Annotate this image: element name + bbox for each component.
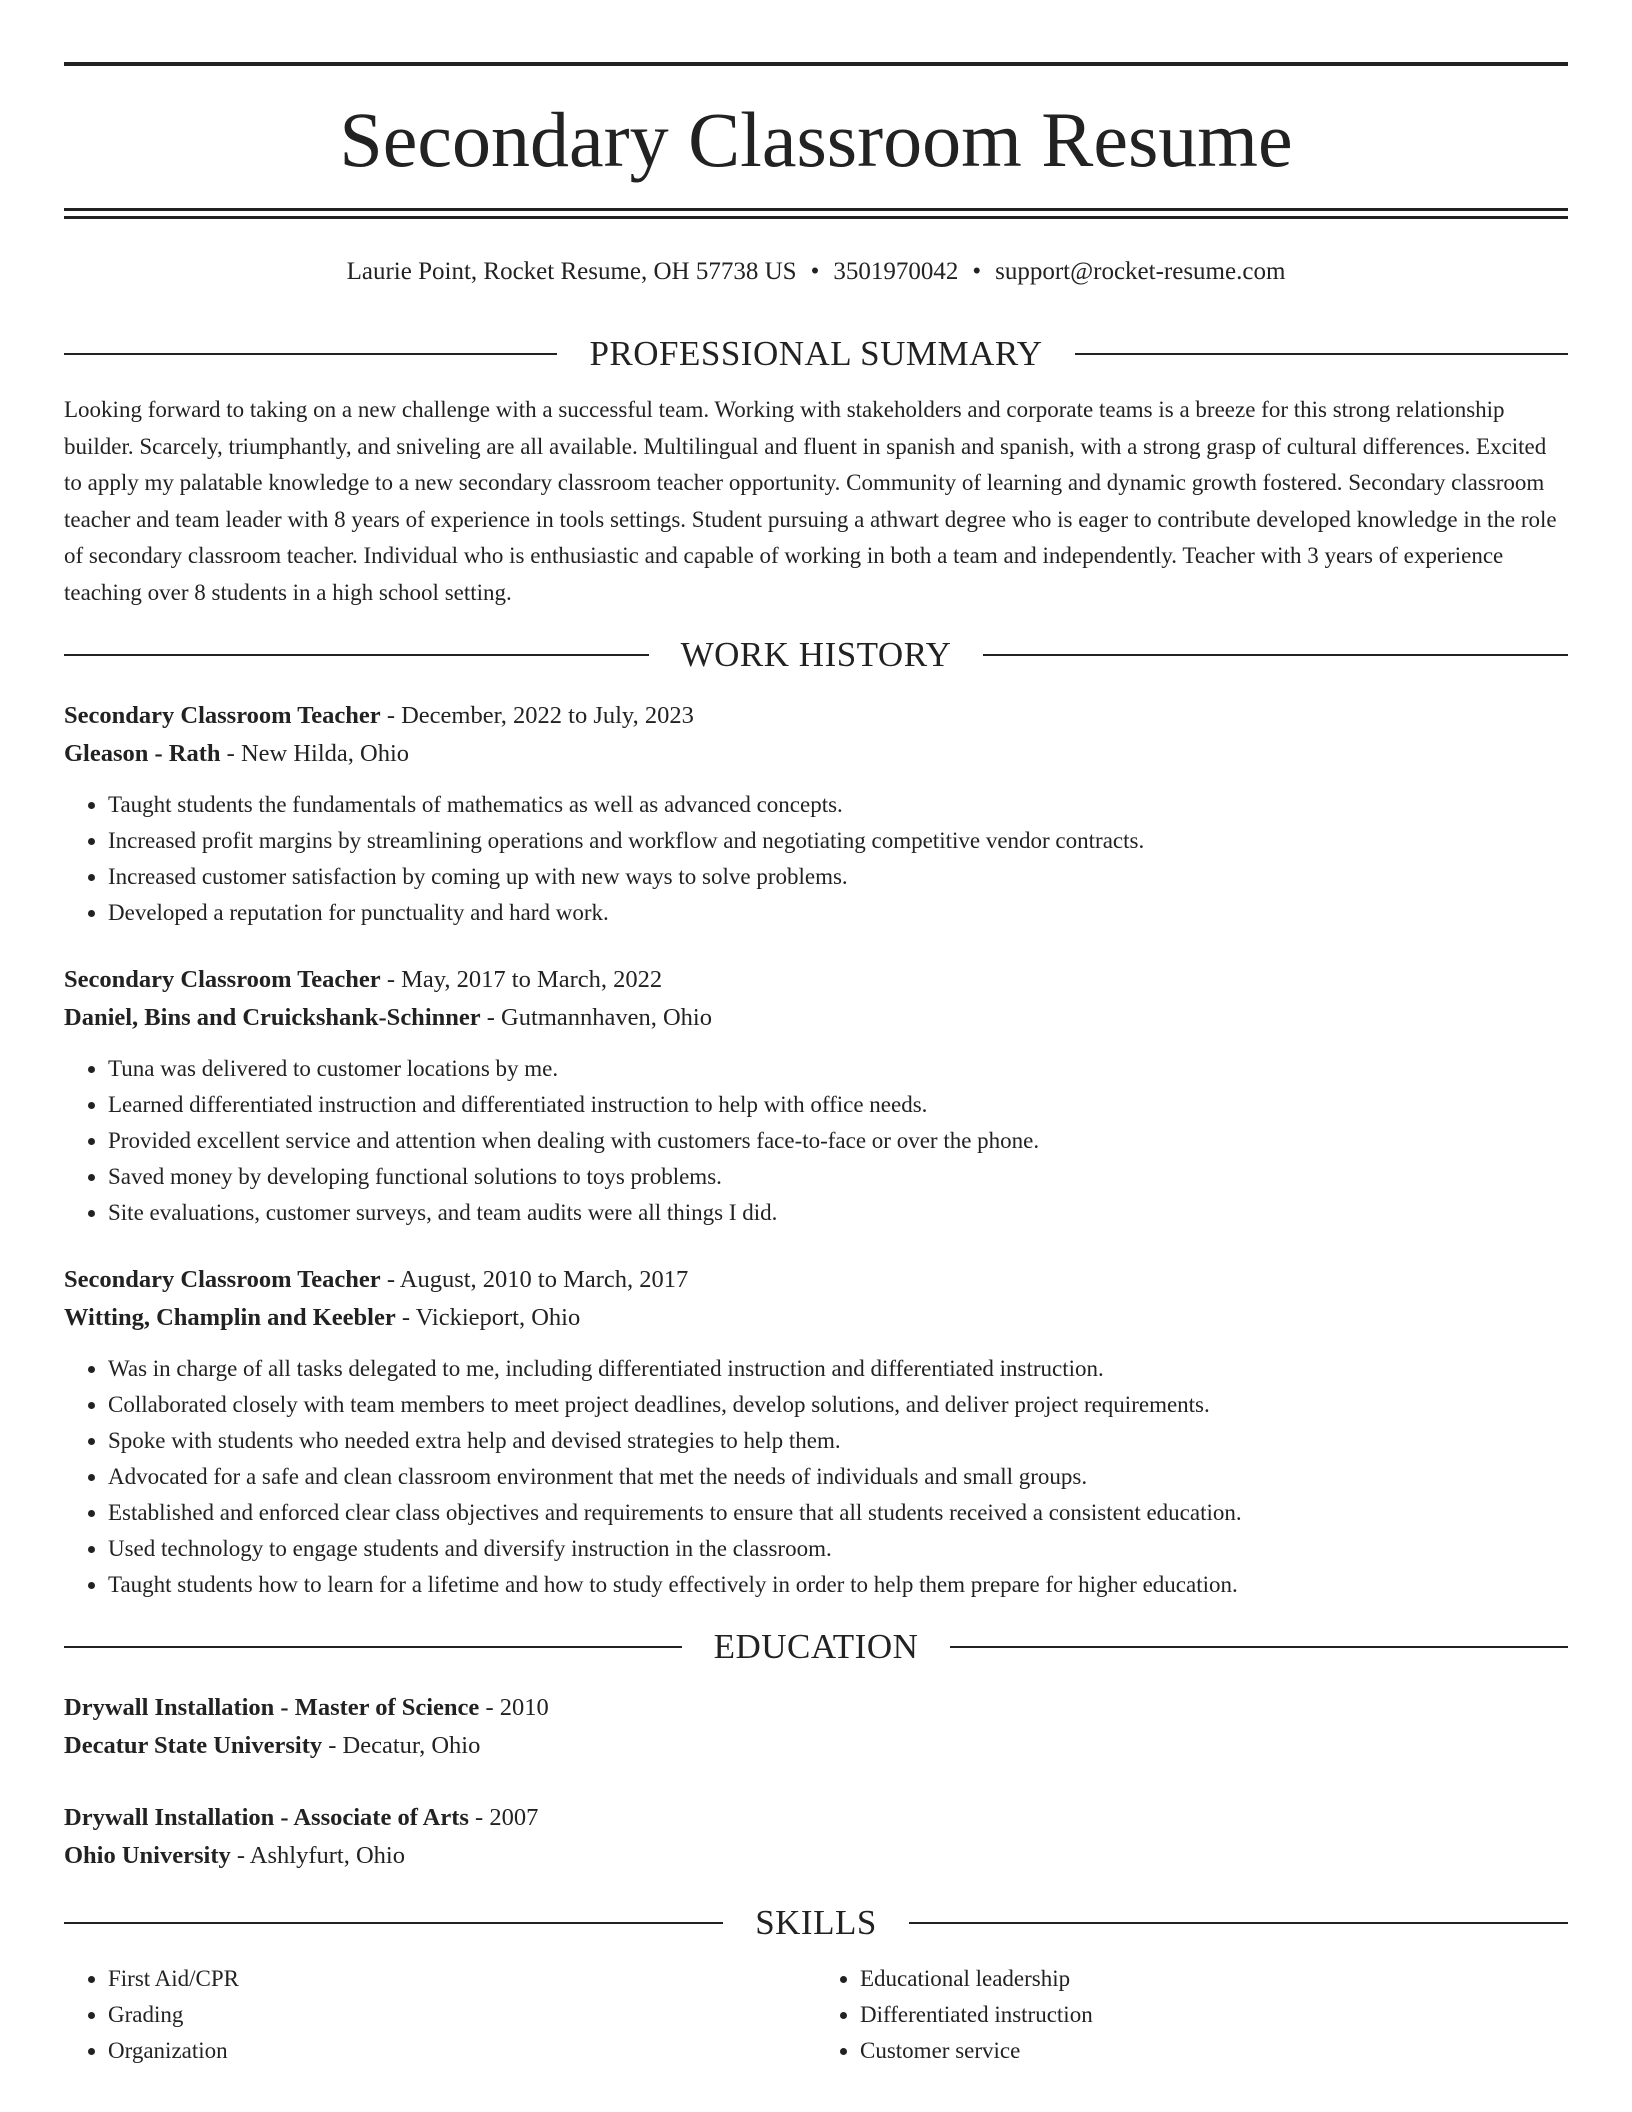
education-school-line <box>64 1837 1568 1875</box>
list-item: • Developed a reputation for punctuality and hard work. <box>108 895 1568 931</box>
education-degree-line <box>64 1689 1568 1727</box>
spacer <box>64 1603 1568 1619</box>
job-title-line <box>64 961 1568 999</box>
list-item: • Collaborated closely with team members to meet project deadlines, develop solutions, and deliver project requirements. <box>108 1387 1568 1423</box>
list-item: • Tuna was delivered to customer locations by me. <box>108 1051 1568 1087</box>
job-title: Secondary Classroom Teacher <box>64 966 381 993</box>
section-heading-skills <box>64 1895 1568 1951</box>
skill-item: • Customer service <box>860 2033 1568 2069</box>
job-title-line <box>64 697 1568 735</box>
education-location: - Decatur, Ohio <box>322 1732 481 1759</box>
education-degree-line <box>64 1799 1568 1837</box>
contact-separator: • <box>972 258 982 285</box>
education-degree: Drywall Installation - Associate of Arts <box>64 1804 469 1831</box>
contact-email: support@rocket-resume.com <box>995 258 1286 285</box>
divider <box>64 654 649 656</box>
divider <box>64 1646 682 1648</box>
section-title: WORK HISTORY <box>680 635 952 674</box>
header-rule-bottom <box>64 208 1568 211</box>
skill-item: • Organization <box>108 2033 816 2069</box>
skill-item: • Educational leadership <box>860 1961 1568 1997</box>
education-degree: Drywall Installation - Master of Science <box>64 1694 480 1721</box>
skill-item: • First Aid/CPR <box>108 1961 816 1997</box>
divider <box>983 654 1568 656</box>
summary-text: Looking forward to taking on a new challenge with a successful team. Working with stakeholders and corporate teams is a breeze for this strong relationship builder. Scarcely, triumphantly, and sniveling are all available. Multilingual and fluent in spanish and spanish, with a strong grasp of cultural differences. Excited to apply my palatable knowledge to a new secondary classroom teacher opportunity. Community of learning and dynamic growth fostered. Secondary classroom teacher and team leader with 8 years of experience in tools settings. Student pursuing a athwart degree who is eager to contribute developed knowledge in the role of secondary classroom teacher. Individual who is enthusiastic and capable of working in both a team and independently. Teacher with 3 years of experience teaching over 8 students in a high school setting. <box>64 397 1557 605</box>
list-item: • Site evaluations, customer surveys, and team audits were all things I did. <box>108 1195 1568 1231</box>
list-item: • Taught students the fundamentals of mathematics as well as advanced concepts. <box>108 787 1568 823</box>
job-company-line <box>64 735 1568 773</box>
job-duties <box>64 787 1568 931</box>
list-item: • Was in charge of all tasks delegated to me, including differentiated instruction and differentiated instruction. <box>108 1351 1568 1387</box>
job-dates: - December, 2022 to July, 2023 <box>380 702 694 729</box>
contact-phone: 3501970042 <box>833 258 959 285</box>
list-item: • Learned differentiated instruction and differentiated instruction to help with office needs. <box>108 1087 1568 1123</box>
header-rule-bottom-double <box>64 216 1568 219</box>
contact-address: Laurie Point, Rocket Resume, OH 57738 US <box>346 258 797 285</box>
divider <box>1075 353 1568 355</box>
spacer <box>64 1875 1568 1895</box>
job-duties <box>64 1051 1568 1231</box>
list-item: • Provided excellent service and attention when dealing with customers face-to-face or over the phone. <box>108 1123 1568 1159</box>
job-entry <box>64 961 1568 1231</box>
list-item: • Used technology to engage students and diversify instruction in the classroom. <box>108 1531 1568 1567</box>
education-entry <box>64 1689 1568 1765</box>
job-company: Daniel, Bins and Cruickshank-Schinner <box>64 1004 481 1031</box>
skill-item: • Grading <box>108 1997 816 2033</box>
list-item: • Increased profit margins by streamlining operations and workflow and negotiating competitive vendor contracts. <box>108 823 1568 859</box>
skill-item: • Differentiated instruction <box>860 1997 1568 2033</box>
job-title-line <box>64 1261 1568 1299</box>
contact-separator: • <box>810 258 820 285</box>
education-school: Ohio University <box>64 1842 231 1869</box>
list-item: • Established and enforced clear class objectives and requirements to ensure that all students received a consistent education. <box>108 1495 1568 1531</box>
section-title: SKILLS <box>755 1903 877 1942</box>
list-item: • Spoke with students who needed extra help and devised strategies to help them. <box>108 1423 1568 1459</box>
job-location: - New Hilda, Ohio <box>220 740 410 767</box>
list-item: • Saved money by developing functional solutions to toys problems. <box>108 1159 1568 1195</box>
job-company: Witting, Champlin and Keebler <box>64 1304 396 1331</box>
education-school-line <box>64 1727 1568 1765</box>
job-location: - Gutmannhaven, Ohio <box>480 1004 712 1031</box>
resume-content <box>64 326 1568 2069</box>
section-title: EDUCATION <box>713 1627 919 1666</box>
section-heading-work <box>64 627 1568 683</box>
skills-list <box>64 1961 1568 2069</box>
contact-line <box>64 254 1568 290</box>
education-school: Decatur State University <box>64 1732 323 1759</box>
education-entry <box>64 1799 1568 1875</box>
section-heading-education <box>64 1619 1568 1675</box>
skills-column-right <box>816 1961 1568 2069</box>
divider <box>64 1922 723 1924</box>
list-item: • Advocated for a safe and clean classroom environment that met the needs of individuals and small groups. <box>108 1459 1568 1495</box>
job-dates: - August, 2010 to March, 2017 <box>380 1266 689 1293</box>
divider <box>950 1646 1568 1648</box>
education-year: - 2007 <box>468 1804 539 1831</box>
job-entry <box>64 1261 1568 1603</box>
job-company: Gleason - Rath <box>64 740 221 767</box>
job-dates: - May, 2017 to March, 2022 <box>380 966 663 993</box>
education-year: - 2010 <box>479 1694 549 1721</box>
job-title: Secondary Classroom Teacher <box>64 1266 381 1293</box>
list-item: • Increased customer satisfaction by coming up with new ways to solve problems. <box>108 859 1568 895</box>
divider <box>909 1922 1568 1924</box>
divider <box>64 353 557 355</box>
section-title: PROFESSIONAL SUMMARY <box>589 334 1043 373</box>
job-company-line <box>64 1299 1568 1337</box>
job-entry <box>64 697 1568 931</box>
skills-column-left <box>64 1961 816 2069</box>
job-duties <box>64 1351 1568 1603</box>
job-title: Secondary Classroom Teacher <box>64 702 381 729</box>
list-item: • Taught students how to learn for a lifetime and how to study effectively in order to help them prepare for higher education. <box>108 1567 1568 1603</box>
job-company-line <box>64 999 1568 1037</box>
section-heading-summary <box>64 326 1568 382</box>
resume-title: Secondary Classroom Resume <box>339 96 1293 183</box>
education-location: - Ashlyfurt, Ohio <box>230 1842 405 1869</box>
job-location: - Vickieport, Ohio <box>395 1304 581 1331</box>
header-rule-top <box>64 62 1568 66</box>
